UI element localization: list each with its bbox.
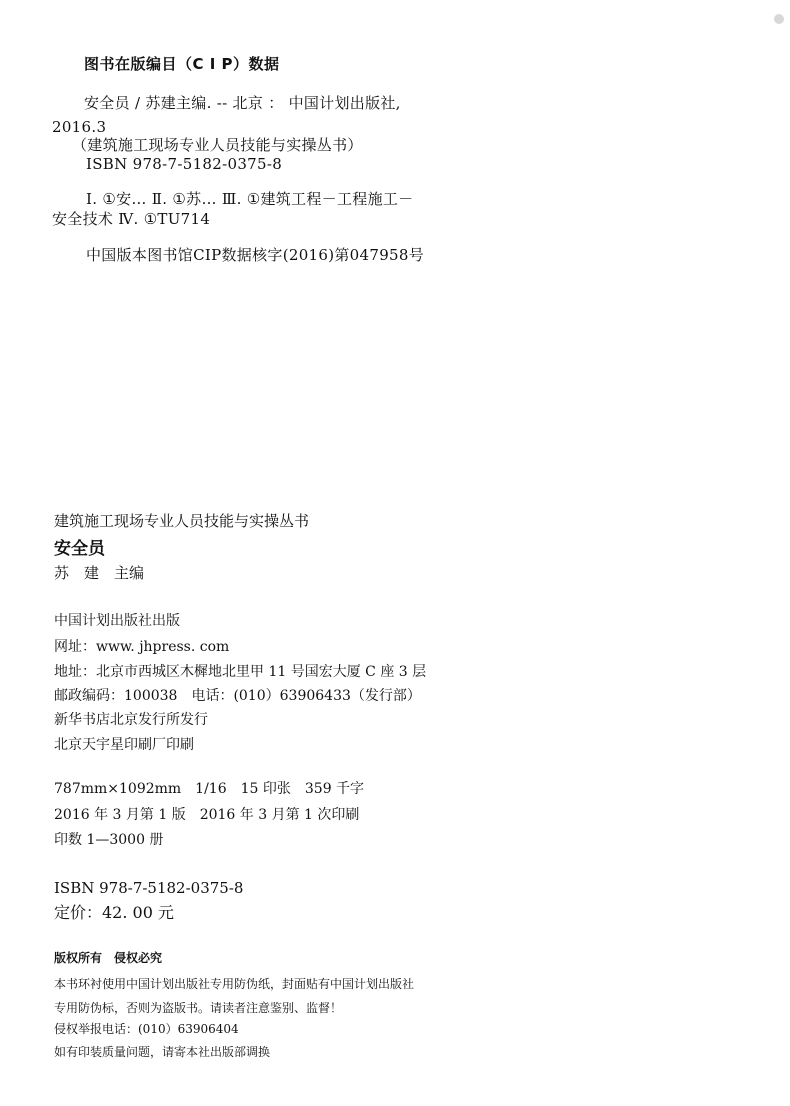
format-spec: 787mm×1092mm 1/16 15 印张 359 千字 (54, 781, 365, 797)
postcode-phone: 邮政编码：100038 电话：(010）63906433（发行部） (54, 688, 421, 704)
book-title: 安全员 (54, 539, 105, 559)
isbn: ISBN 978-7-5182-0375-8 (54, 879, 244, 897)
cip-line-1: 安全员 / 苏建主编. -- 北京 ： 中国计划出版社, (84, 94, 401, 112)
series-name: 建筑施工现场专业人员技能与实操丛书 (54, 512, 310, 530)
rights-line-1: 本书环衬使用中国计划出版社专用防伪纸，封面贴有中国计划出版社 (54, 977, 415, 991)
price: 定价：42. 00 元 (54, 903, 174, 922)
rights-line-2: 专用防伪标，否则为盗版书。请读者注意鉴别、监督！ (54, 1001, 343, 1015)
cip-line-4: ISBN 978-7-5182-0375-8 (86, 155, 283, 173)
publisher: 中国计划出版社出版 (54, 613, 180, 629)
address: 地址：北京市西城区木樨地北里甲 11 号国宏大厦 C 座 3 层 (54, 664, 427, 680)
editor: 苏 建 主编 (54, 564, 145, 582)
print-run: 印数 1—3000 册 (54, 832, 164, 848)
printer: 北京天宇星印刷厂印刷 (54, 737, 194, 753)
website: 网址：www. jhpress. com (54, 639, 230, 655)
cip-line-3: （建筑施工现场专业人员技能与实操丛书） (72, 136, 363, 154)
cip-line-6: 安全技术 Ⅳ. ①TU714 (52, 210, 211, 228)
rights-heading: 版权所有 侵权必究 (54, 951, 163, 965)
cip-title: 图书在版编目（C I P）数据 (84, 55, 280, 73)
rights-line-3: 侵权举报电话：(010）63906404 (54, 1022, 239, 1036)
cip-line-7: 中国版本图书馆CIP数据核字(2016)第047958号 (86, 246, 425, 264)
scan-mark (774, 14, 784, 24)
rights-line-4: 如有印装质量问题，请寄本社出版部调换 (54, 1045, 271, 1059)
cip-line-5: Ⅰ. ①安… Ⅱ. ①苏… Ⅲ. ①建筑工程－工程施工－ (86, 190, 414, 208)
edition: 2016 年 3 月第 1 版 2016 年 3 月第 1 次印刷 (54, 807, 360, 823)
cip-line-2: 2016.3 (52, 118, 107, 136)
distributor: 新华书店北京发行所发行 (54, 712, 208, 728)
